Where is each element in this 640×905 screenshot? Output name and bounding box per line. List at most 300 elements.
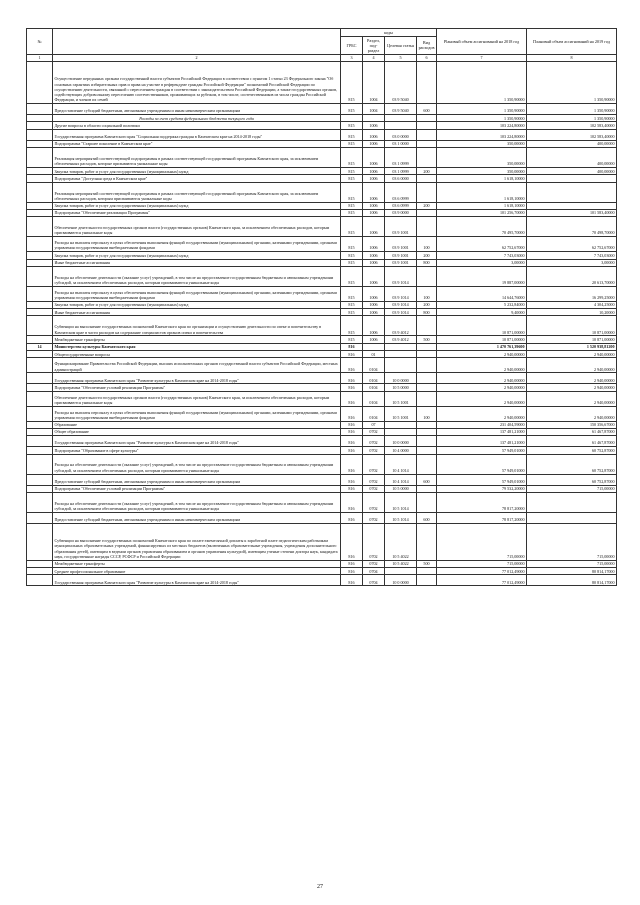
row-name: Государственная программа Камчатского края "Социальная поддержка граждан в Камчатском крае на 2014-2018 годы" [53, 129, 341, 140]
row-amount-2018: 2 940,00000 [437, 384, 527, 391]
row-name: Осуществление переданных органам государственной власти субъектов Российской Федерации в соответствии с пунктом 1 статьи 23 Федерального закона "Об основных гарантиях избирательных прав и права на участие в референдуме граждан Российской Федерации" полномочий Российской Федерации по осуществлению деятельности, связанной с переселением граждан в соответствии с законодательством Российской Федерации, а также государственных органов, содействующих добровольному переселению соотечественников, проживающих за рубежом, в том числе, соотечественников из числа граждан Российской Федерации, и членов их семей [53, 62, 341, 104]
row-amount-2019 [527, 175, 617, 182]
row-grbs: 816 [341, 447, 363, 454]
row-number [27, 259, 53, 266]
row-section: 1006 [363, 148, 385, 168]
table-row [27, 560, 617, 567]
table-row [27, 575, 617, 586]
row-number [27, 454, 53, 474]
row-amount-2019: 7 743,03000 [527, 252, 617, 259]
row-expense-type [417, 148, 437, 168]
row-target-article: 10 5 0000 [385, 384, 417, 391]
row-grbs: 816 [341, 421, 363, 428]
row-target-article: 03 9 4012 [385, 336, 417, 343]
row-expense-type: 600 [417, 512, 437, 523]
row-amount-2018: 1 618,10000 [437, 175, 527, 182]
row-amount-2019: 1 350,90000 [527, 62, 617, 104]
row-amount-2019 [527, 492, 617, 512]
row-grbs: 816 [341, 568, 363, 575]
row-number [27, 301, 53, 308]
row-number [27, 373, 53, 384]
table-row [27, 485, 617, 492]
row-number [27, 129, 53, 140]
row-amount-2018: 57 949,01000 [437, 447, 527, 454]
row-section: 1006 [363, 316, 385, 336]
row-grbs: 815 [341, 62, 363, 104]
row-name: Субвенции на выполнение государственных полномочий Камчатского края по организации и осуществлению деятельности по опеке и попечительству в Камчатском крае в части расходов на содержание специалистов органов опеки и попечительства [53, 316, 341, 336]
row-section: 1006 [363, 237, 385, 252]
row-expense-type [417, 447, 437, 454]
table-row [27, 148, 617, 168]
row-grbs: 816 [341, 492, 363, 512]
row-name: Обеспечение деятельности государственных органов власти (государственных органов) Камчатского края, за исключением обеспеченных расходов, которым присваиваются уникальные коды [53, 391, 341, 406]
row-name: Государственная программа Камчатского края "Развитие культуры в Камчатском крае на 2014-2018 годы" [53, 373, 341, 384]
row-section [363, 343, 385, 350]
row-number: 14 [27, 343, 53, 350]
table-row [27, 217, 617, 237]
row-target-article: 03 9 5040 [385, 62, 417, 104]
row-amount-2019: 2 940,00000 [527, 358, 617, 373]
row-expense-type: 800 [417, 309, 437, 316]
row-expense-type [417, 485, 437, 492]
row-number [27, 351, 53, 358]
row-expense-type: 200 [417, 202, 437, 209]
index-cell: 3 [341, 54, 363, 61]
row-amount-2019: 1 350,90000 [527, 115, 617, 122]
row-expense-type [417, 421, 437, 428]
row-expense-type [417, 266, 437, 286]
header-2018: Plановый объем ассигнований на 2018 год [437, 29, 527, 55]
row-name: Среднее профессиональное образование [53, 568, 341, 575]
row-amount-2019: 80 814,17000 [527, 575, 617, 586]
row-amount-2019: 715,00000 [527, 560, 617, 567]
row-grbs: 815 [341, 202, 363, 209]
row-amount-2018: 2 940,00000 [437, 406, 527, 421]
row-amount-2018: 1 350,90000 [437, 115, 527, 122]
row-number [27, 436, 53, 447]
row-amount-2019: 20 613,70000 [527, 266, 617, 286]
row-expense-type: 100 [417, 286, 437, 301]
index-cell: 5 [385, 54, 417, 61]
row-target-article: 10 5 1001 [385, 406, 417, 421]
row-grbs: 816 [341, 351, 363, 358]
row-amount-2019: 80 814,17000 [527, 568, 617, 575]
row-name: Образование [53, 421, 341, 428]
row-number [27, 428, 53, 435]
row-name: Закупка товаров, работ и услуг для государственных (муниципальных) нужд [53, 202, 341, 209]
index-cell: 2 [53, 54, 341, 61]
row-section: 1006 [363, 286, 385, 301]
row-number [27, 316, 53, 336]
row-grbs: 815 [341, 237, 363, 252]
row-target-article [385, 343, 417, 350]
row-amount-2018: 5 232,84000 [437, 301, 527, 308]
row-name: Общегосударственные вопросы [53, 351, 341, 358]
row-section: 0104 [363, 384, 385, 391]
row-expense-type: 500 [417, 560, 437, 567]
table-row [27, 202, 617, 209]
row-section: 1006 [363, 259, 385, 266]
budget-table [26, 28, 617, 586]
row-section: 0702 [363, 485, 385, 492]
row-amount-2019: 3,00000 [527, 259, 617, 266]
table-body [27, 62, 617, 586]
row-amount-2018: 14 644,76000 [437, 286, 527, 301]
row-target-article: 03 9 0000 [385, 209, 417, 216]
row-grbs: 815 [341, 286, 363, 301]
row-target-article: 10 5 4022 [385, 523, 417, 560]
table-row [27, 62, 617, 104]
row-amount-2019: 102 583,40000 [527, 129, 617, 140]
row-number [27, 512, 53, 523]
row-number [27, 406, 53, 421]
row-grbs: 816 [341, 485, 363, 492]
row-amount-2018: 78 817,20000 [437, 492, 527, 512]
row-amount-2018: 70 495,70000 [437, 217, 527, 237]
row-section: 0702 [363, 492, 385, 512]
row-expense-type [417, 523, 437, 560]
row-number [27, 523, 53, 560]
row-section: 0702 [363, 436, 385, 447]
row-grbs: 815 [341, 309, 363, 316]
row-grbs: 815 [341, 168, 363, 175]
row-target-article: 03 9 1014 [385, 301, 417, 308]
row-name: Закупка товаров, работ и услуг для государственных (муниципальных) нужд [53, 301, 341, 308]
row-grbs: 815 [341, 316, 363, 336]
header-type: Вид расходов [417, 37, 437, 55]
row-grbs: 816 [341, 343, 363, 350]
row-section: 1006 [363, 168, 385, 175]
row-amount-2018: 10 871,00000 [437, 316, 527, 336]
row-target-article: 10 5 1001 [385, 391, 417, 406]
row-amount-2019: 60 752,87000 [527, 474, 617, 485]
row-grbs: 815 [341, 336, 363, 343]
row-section: 0702 [363, 474, 385, 485]
header-target: Целевая статья [385, 37, 417, 55]
table-row [27, 447, 617, 454]
row-section: 0702 [363, 454, 385, 474]
row-name: Предоставление субсидий бюджетным, автономным учреждениям и иным некоммерческим организациям [53, 512, 341, 523]
row-section: 1006 [363, 309, 385, 316]
row-section: 0702 [363, 428, 385, 435]
row-grbs: 815 [341, 104, 363, 115]
row-amount-2019: 400,00000 [527, 168, 617, 175]
row-amount-2019: 400,00000 [527, 148, 617, 168]
row-name: Государственная программа Камчатского края "Развитие культуры в Камчатском крае на 2014-2018 годы" [53, 436, 341, 447]
row-amount-2018: 350,00000 [437, 168, 527, 175]
table-row [27, 115, 617, 122]
table-row [27, 336, 617, 343]
row-amount-2018: 2 940,00000 [437, 358, 527, 373]
row-grbs: 816 [341, 391, 363, 406]
row-name: Другие вопросы в области социальной политики [53, 122, 341, 129]
row-name: Подпрограмма "Старшее поколение в Камчатском крае" [53, 140, 341, 147]
row-target-article: 10 4 0000 [385, 447, 417, 454]
row-section: 0702 [363, 447, 385, 454]
table-row [27, 104, 617, 115]
row-grbs: 815 [341, 122, 363, 129]
row-number [27, 391, 53, 406]
row-number [27, 575, 53, 586]
row-target-article: 03 9 1001 [385, 259, 417, 266]
row-amount-2018: 77 012,49000 [437, 575, 527, 586]
row-number [27, 62, 53, 104]
row-target-article: 10 5 1014 [385, 492, 417, 512]
row-amount-2018: 57 949,01000 [437, 454, 527, 474]
row-number [27, 568, 53, 575]
row-section: 0104 [363, 373, 385, 384]
row-amount-2019: 150 356,67000 [527, 421, 617, 428]
table-row [27, 421, 617, 428]
row-name: Расходы на обеспечение деятельности (оказание услуг) учреждений, в том числе на предоставление государственным бюджетным и автономным учреждениям субсидий, за исключением обеспеченных расходов, которым присваиваются уникальные коды [53, 454, 341, 474]
header-number: № [27, 29, 53, 55]
table-row [27, 301, 617, 308]
table-row [27, 168, 617, 175]
row-section: 1004 [363, 62, 385, 104]
row-name: Межбюджетные трансферты [53, 336, 341, 343]
index-cell: 1 [27, 54, 53, 61]
row-number [27, 217, 53, 237]
row-target-article: 03 9 1014 [385, 266, 417, 286]
row-section: 0704 [363, 568, 385, 575]
row-section: 1006 [363, 175, 385, 182]
row-number [27, 492, 53, 512]
page-number: 27 [317, 884, 323, 890]
row-section: 0702 [363, 512, 385, 523]
row-grbs: 816 [341, 523, 363, 560]
row-target-article: 03 9 1014 [385, 286, 417, 301]
row-section: 1006 [363, 266, 385, 286]
row-expense-type: 500 [417, 336, 437, 343]
row-amount-2018: 103 224,80000 [437, 122, 527, 129]
row-expense-type [417, 182, 437, 202]
row-amount-2018: 10 871,00000 [437, 336, 527, 343]
row-number [27, 421, 53, 428]
table-row [27, 129, 617, 140]
row-expense-type [417, 140, 437, 147]
row-section: 0104 [363, 391, 385, 406]
row-amount-2018: 1 350,90000 [437, 62, 527, 104]
row-target-article: 03 1 0999 [385, 168, 417, 175]
row-name: Общее образование [53, 428, 341, 435]
row-expense-type: 100 [417, 237, 437, 252]
header-name-blank [53, 29, 341, 55]
row-amount-2019: 10,20000 [527, 309, 617, 316]
row-amount-2019: 61 467,87000 [527, 436, 617, 447]
row-amount-2019: 1 350,90000 [527, 104, 617, 115]
row-name: Расходы на обеспечение деятельности (оказание услуг) учреждений, в том числе на предоставление государственным бюджетным и автономным учреждениям субсидий, за исключением обеспеченных расходов, которым присваиваются уникальные коды [53, 266, 341, 286]
row-expense-type [417, 209, 437, 216]
row-amount-2018: 715,00000 [437, 560, 527, 567]
row-number [27, 140, 53, 147]
table-row [27, 428, 617, 435]
table-row [27, 309, 617, 316]
row-section: 0104 [363, 358, 385, 373]
row-section: 01 [363, 351, 385, 358]
row-expense-type [417, 568, 437, 575]
row-expense-type [417, 454, 437, 474]
row-target-article: 10 5 4022 [385, 560, 417, 567]
row-amount-2019: 10 871,00000 [527, 316, 617, 336]
row-target-article: 10 5 1014 [385, 512, 417, 523]
table-row [27, 523, 617, 560]
row-target-article: 10 0 0000 [385, 436, 417, 447]
row-number [27, 202, 53, 209]
header-2019: Плановый объем ассигнований на 2019 год [527, 29, 617, 55]
row-amount-2018: 2 940,00000 [437, 391, 527, 406]
row-target-article: 03 9 5040 [385, 104, 417, 115]
row-grbs: 815 [341, 301, 363, 308]
index-cell: 8 [527, 54, 617, 61]
row-grbs: 816 [341, 436, 363, 447]
row-amount-2018: 101 256,70000 [437, 209, 527, 216]
row-expense-type [417, 492, 437, 512]
table-row [27, 358, 617, 373]
row-section: 1006 [363, 217, 385, 237]
row-section: 0104 [363, 406, 385, 421]
row-expense-type [417, 391, 437, 406]
row-grbs: 816 [341, 384, 363, 391]
row-grbs: 816 [341, 474, 363, 485]
row-amount-2018: 1 618,10000 [437, 202, 527, 209]
row-number [27, 237, 53, 252]
row-amount-2018: 78 817,20000 [437, 512, 527, 523]
row-number [27, 115, 53, 122]
row-number [27, 168, 53, 175]
row-target-article [385, 568, 417, 575]
row-amount-2018: 715,00000 [437, 523, 527, 560]
header-index-row [27, 54, 617, 61]
row-number [27, 175, 53, 182]
row-name: Подпрограмма "Доступная среда в Камчатском крае" [53, 175, 341, 182]
row-name: Расходы на обеспечение деятельности (оказание услуг) учреждений, в том числе на предоставление государственным бюджетным и автономным учреждениям субсидий, за исключением обеспеченных расходов, которым присваиваются уникальные коды [53, 492, 341, 512]
row-amount-2018: 1 350,90000 [437, 104, 527, 115]
table-row [27, 384, 617, 391]
table-row [27, 343, 617, 350]
row-section: 1006 [363, 122, 385, 129]
row-name: Субвенции на выполнение государственных полномочий Камчатского края по оплате ежемесячной доплаты к заработной плате педагогическим работникам муниципальных образовательных учреждений, финансируемых из местных бюджетов (включенных образовательные учреждения, учреждения дополнительного образования детей), имеющим в ведении органов управления образованием и органов управления культурой), имеющим ученые степени доктора наук, кандидата наук, государственные награды СССР, РСФСР и Российской Федерации [53, 523, 341, 560]
row-name: Государственная программа Камчатского края "Развитие культуры в Камчатском крае на 2014-2018 годы" [53, 575, 341, 586]
row-expense-type [417, 115, 437, 122]
row-section: 1006 [363, 140, 385, 147]
row-grbs: 816 [341, 512, 363, 523]
row-number [27, 148, 53, 168]
row-expense-type: 800 [417, 259, 437, 266]
row-target-article [385, 122, 417, 129]
row-number [27, 474, 53, 485]
row-grbs: 816 [341, 454, 363, 474]
index-cell: 4 [363, 54, 385, 61]
row-amount-2019: 2 940,00000 [527, 373, 617, 384]
row-amount-2019 [527, 202, 617, 209]
row-section [363, 115, 385, 122]
row-amount-2019: 101 583,40000 [527, 209, 617, 216]
header-codes: коды [341, 29, 437, 37]
row-section: 1004 [363, 104, 385, 115]
row-amount-2018: 2 940,00000 [437, 351, 527, 358]
table-row [27, 316, 617, 336]
row-grbs: 816 [341, 373, 363, 384]
row-amount-2019: 62 752,67000 [527, 237, 617, 252]
row-section: 0704 [363, 575, 385, 586]
row-name: Министерство культуры Камчатского края [53, 343, 341, 350]
row-amount-2018: 2 940,00000 [437, 373, 527, 384]
row-amount-2018: 137 481,21000 [437, 428, 527, 435]
table-row [27, 140, 617, 147]
row-amount-2018: 62 752,67000 [437, 237, 527, 252]
row-amount-2019: 715,00000 [527, 485, 617, 492]
row-number [27, 447, 53, 454]
row-number [27, 209, 53, 216]
row-grbs: 815 [341, 252, 363, 259]
row-target-article: 03 9 1001 [385, 237, 417, 252]
row-grbs: 815 [341, 129, 363, 140]
row-number [27, 560, 53, 567]
row-amount-2019: 60 752,87000 [527, 447, 617, 454]
row-grbs: 815 [341, 182, 363, 202]
row-amount-2018: 231 404,59000 [437, 421, 527, 428]
row-section: 1006 [363, 301, 385, 308]
row-expense-type [417, 428, 437, 435]
row-name: Предоставление субсидий бюджетным, автономным учреждениям и иным некоммерческим организациям [53, 474, 341, 485]
row-expense-type [417, 62, 437, 104]
row-grbs: 815 [341, 217, 363, 237]
row-target-article: 10 5 0000 [385, 485, 417, 492]
row-target-article: 03 6 0999 [385, 202, 417, 209]
row-target-article: 03 6 0999 [385, 182, 417, 202]
row-number [27, 485, 53, 492]
row-amount-2018: 1 618,10000 [437, 182, 527, 202]
row-amount-2018: 350,00000 [437, 148, 527, 168]
row-section: 1006 [363, 252, 385, 259]
row-target-article: 10 4 1014 [385, 474, 417, 485]
row-amount-2018: 9,40000 [437, 309, 527, 316]
table-row [27, 373, 617, 384]
table-row [27, 454, 617, 474]
row-amount-2019: 2 940,00000 [527, 384, 617, 391]
row-name: Обеспечение деятельности государственных органов власти (государственных органов) Камчатского края, за исключением обеспеченных расходов, которым присваиваются уникальные коды [53, 217, 341, 237]
index-cell: 7 [437, 54, 527, 61]
row-section: 1006 [363, 209, 385, 216]
row-section: 1006 [363, 182, 385, 202]
row-amount-2019: 400,00000 [527, 140, 617, 147]
row-name: Функционирование Правительства Российской Федерации, высших исполнительных органов государственной власти субъектов Российской Федерации, местных администраций [53, 358, 341, 373]
row-expense-type: 100 [417, 406, 437, 421]
row-expense-type: 200 [417, 168, 437, 175]
table-header [27, 29, 617, 62]
row-name: Расходы на выплаты персоналу в целях обеспечения выполнения функций государственными (муниципальными) органами, казенными учреждениями, органами управления государственными внебюджетными фондами [53, 286, 341, 301]
row-grbs: 815 [341, 175, 363, 182]
table-row [27, 209, 617, 216]
row-section: 0702 [363, 560, 385, 567]
row-target-article: 03 9 1014 [385, 309, 417, 316]
row-grbs: 816 [341, 560, 363, 567]
row-expense-type [417, 175, 437, 182]
row-amount-2019: 60 752,87000 [527, 454, 617, 474]
row-grbs: 816 [341, 428, 363, 435]
table-row [27, 122, 617, 129]
row-name: Реализация мероприятий соответствующей подпрограммы в рамках соответствующей государственной программы Камчатского края, за исключением обеспеченных расходов, которые призываются уникальные коды [53, 148, 341, 168]
row-expense-type: 600 [417, 474, 437, 485]
row-number [27, 286, 53, 301]
row-target-article: 03 9 4012 [385, 316, 417, 336]
row-name: Расходы на выплаты персоналу в целях обеспечения выполнения функций государственными (муниципальными) органами, казенными учреждениями, органами управления государственными внебюджетными фондами [53, 406, 341, 421]
row-expense-type [417, 343, 437, 350]
row-grbs: 816 [341, 358, 363, 373]
row-target-article: 03 9 1001 [385, 252, 417, 259]
row-expense-type [417, 384, 437, 391]
row-target-article [385, 358, 417, 373]
